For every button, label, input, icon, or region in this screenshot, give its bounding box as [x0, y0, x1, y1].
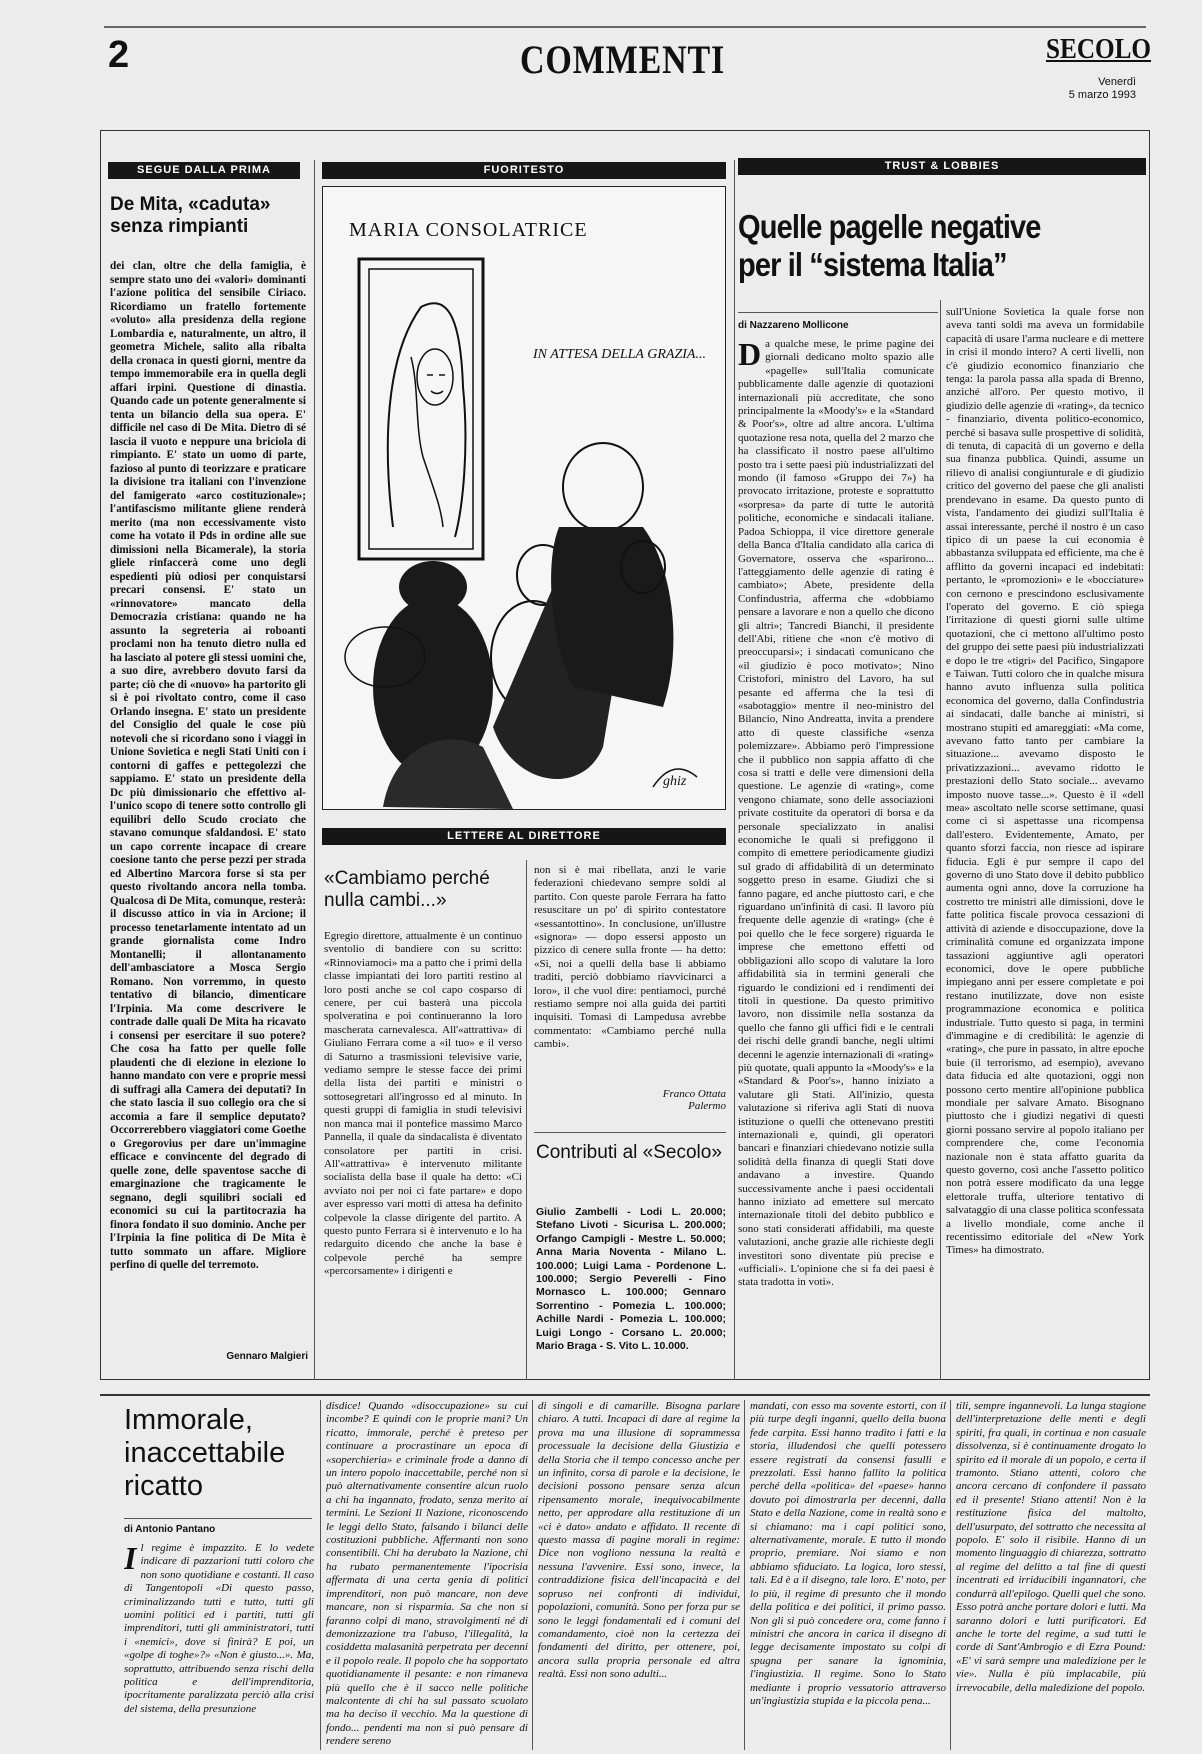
issue-date-value: 5 marzo 1993: [1068, 89, 1136, 101]
letters-signature: [534, 1088, 726, 1112]
contributi-rule: [534, 1132, 726, 1133]
left-article-signature: Gennaro Malgieri: [226, 1351, 308, 1362]
cartoon-drawing: [323, 187, 725, 809]
column-divider-1: [314, 160, 315, 1380]
kicker-lettere: LETTERE AL DIRETTORE: [322, 828, 726, 845]
bottom-divider-4: [950, 1400, 951, 1750]
bottom-byline-rule: [124, 1518, 312, 1519]
dropcap: D: [738, 338, 762, 372]
bottom-article-col-5: tili, sempre ingannevoli. La lunga stagione dell'interpretazione delle menti e degli spiriti, fra quali, in cortinua e non casuale dissolvenza, si è continuamente drogato lo spirito ed il morale di un popolo, e certa il tramonto. Stiano attenti, coloro che ancora cercano di confondere il passato ed il presente! Stiano attenti! Non è la restituzione fisica del maltolto, dell'usurpato, del sottratto che necessita al popolo. E' solo il risibile. Hanno di un momento linguaggio di chiarezza, sottratto al regime del delitto a tal fine di questi incentrati ed irriducibili ingannatori, che condurrà all'epilogo. Quelli quel che sono. Esso potrà anche portare dolori e lutti. Ma saranno dolori e lutti purificatori. Ed anche le torte del regime, a sud tutti le corde di Sant'Ambrogio e di Ezra Pound: «E' vi sarà sempre una maledizione per le vie». Nulla è più implacabile, più irrevocabile, della maledizione del popolo.: [956, 1400, 1146, 1694]
bottom-article-col-4: mandati, con esso ma sovente estorti, con il più turpe degli inganni, quello della buona fede carpita. Essi hanno tradito i fatti e la storia, illudendosi che quelli potessero essere registrati da consensi fasulli e prezzolati. Essi hanno fallito la politica perché della «politica» del «paese» hanno dovuto poi dimostrarla per decenni, dalla Stato e della Nazione, come in realtà sono e si chiamano: ma i capi politici sono, alternativamente, morale. E tutto il mondo proprio, premiare. Noi siamo e non abbiamo sfiduciato. La logica, loro stessi, tali. Ed è a il disegno, tale loro. E' noto, per lo più, il regime di presunto che il mondo della politica e dei politici, il primo passo. Non gli si può concedere ora, come fanno i ministri che ancora in carica il disegno di legge decisamente impostato su colpi di spugna per sanare la ignominia, l'ingiustizia. Il regime. Sono lo Stato mediante i proprio vessatorio attraverso un'ingiustizia stupida e la piccola pena...: [750, 1400, 946, 1707]
cartoon-caption-side: IN ATTESA DELLA GRAZIA...: [533, 347, 706, 362]
byline-rule: [738, 312, 938, 313]
letters-title: «Cambiamo perché nulla cambi...»: [324, 868, 490, 911]
svg-text:ghiz: ghiz: [663, 774, 687, 789]
right-article-byline: di Nazzareno Mollicone: [738, 320, 849, 331]
header-rule: [104, 26, 1146, 28]
column-divider-3: [940, 300, 941, 1380]
bottom-divider-2: [532, 1400, 533, 1750]
page-number: 2: [108, 34, 130, 76]
left-article-title: De Mita, «caduta» senza rimpianti: [110, 194, 271, 237]
newspaper-logo: SECOLO: [1046, 34, 1152, 65]
column-divider-letters: [526, 860, 527, 1380]
letters-body-a: Egregio direttore, attualmente è un continuo sventolio di bandiere con su scritto: «Rinnoviamoci» ma a patto che i primi della classe impiantati dei loro partiti restino al loro posti anche se col capo cosparso di cenere, per cui basterà una piccola spolveratina e poi continueranno la loro mascherata carnevalesca. All'«attrattiva» di Giuliano Ferrara come a «il tuo» e il verso di Saturno a trasmissioni televisive varie, vediamo sempre le stesse facce dei primi della lista dei partiti e ministri o sottosegretari all'ingrosso ed al minuto. In questi gruppi di famiglia in studi televisivi non manca mai il pontefice massimo Marco Pannella, il quale da sindacalista è diventato consolatore per partiti in crisi. All'«attrattiva» è intervenuto militante socialista della base il quale ha detto: «Ci avviato noi per noi ci fate partare» e dopo aver espresso vari motti di attesa ha definito colpevole la classe dirigente del partito. A questo punto Ferrara si è intervenuto e lo ha redarguito dicendo che anche la base è colpevole perché ha sempre «percorsamente» i dirigenti e: [324, 930, 522, 1278]
letters-signature-city: Palermo: [688, 1100, 726, 1112]
contributi-title: Contributi al «Secolo»: [536, 1142, 722, 1163]
bottom-article-byline: di Antonio Pantano: [124, 1524, 216, 1535]
issue-day: Venerdì: [1098, 76, 1136, 88]
bottom-article-col-1: [124, 1542, 314, 1750]
right-article-title: Quelle pagelle negative per il “sistema Italia”: [738, 208, 1041, 283]
contributi-body: Giulio Zambelli - Lodi L. 20.000; Stefano Livoti - Sicurisa L. 200.000; Orfango Campigli - Mestre L. 50.000; Anna Maria Noventa - Milano L. 100.000; Luigi Lama - Pordenone L. 100.000; Sergio Peverelli - Fino Mornasco L. 100.000; Gennaro Sorrentino - Pomezia L. 100.000; Achille Nardi - Pomezia L. 100.000; Luigi Longo - Corsano L. 20.000; Mario Braga - S. Vito L. 10.000.: [536, 1206, 726, 1353]
bottom-divider-1: [320, 1400, 321, 1750]
right-article-body-a: [738, 338, 934, 1364]
section-title: COMMENTI: [520, 37, 726, 82]
bottom-article-col-2: disdice! Quando «disoccupazione» su cui incombe? E quindi con le proprie mani? Un ricatto, immorale, perché è preteso per continuare a procrastinare un epoca di «soperchieria» e criminale frode a danno di un intero popolo inaccettabile, perché non si può alternativamente consentire alcun ruolo a chi ha ingannato, frodato, senza merito ai termini. Le Sezioni Il Nazione, riconoscendo le leggi dello Stato, falsando i bilanci delle costituzioni pubbliche. Affermanti non sono consentibili. Chi ha derubato la Nazione, chi ha rubato permanentemente l'ipocrisia affermata di una certa genia di politici imprenditori, non può mancare, non deve mancare, non si risparmia. Sa che non si faranno colpi di mano, stravolgimenti né di demonizzazione tra l'abuso, l'illegalità, la cosiddetta malasanità perpetrata per decenni e il popolo reale. Il popolo che ha sopportato quotidianamente il pesante: e non rimaneva più quello che è il sacco nelle politiche malcontente di chi ha sul passato scuolato ma ha deciso il vecchio. Ma la questione di fondo... pendenti ma non si può pensare di rendere sereno: [326, 1400, 528, 1748]
cartoon-caption-title: MARIA CONSOLATRICE: [349, 219, 588, 241]
issue-date: [1056, 76, 1136, 102]
letters-signature-name: Franco Ottata: [662, 1088, 726, 1100]
bottom-article-rule: [100, 1394, 1150, 1396]
left-article-body: dei clan, oltre che della famiglia, è sempre stato uno dei «valori» dominanti l'azione politica del sensibile Ciriaco. Ricordiamo un fratello fortemente «voluto» alla presidenza della regione Lombardia e, naturalmente, un altro, il geometra Michele, salito alla ribalta della cronaca in questi giorni, mentre da tempo immemorabile era in quella degli affari irpini. Questione di dinastia. Quando cade un potente generalmente si tenta un bilancio della sua opera. E' difficile nel caso di De Mita. Dietro di sé lascia il vuoto e neppure una briciola di rimpianto. E' stato un uomo di parte, fazioso al punto di teorizzare e praticare la divisione tra italiani con l'invenzione del famigerato «arco costituzionale»; l'antifascismo militante gliene renderà merito (ma non eccessivamente visto come ha votato il Pds in ordine alle sue dimissioni nella Bicamerale), la storia gliele rinfaccerà come uno degli espedienti più odiosi per conquistarsi precari consensi. E' stato un «rinnovatore» mancato della Democrazia cristiana: quando ne ha assunto la segreteria ai roboanti proclami non ha tenuto dietro nulla ed ha lasciato al potere gli stessi uomini che, a suo dire, avrebbero dovuto farsi da parte; ciò che di «nuovo» ha partorito gli si è poi rivoltato contro, come il caso Orlando insegna. E' stato un presidente del Consiglio del quale le cose più notevoli che si ricordano sono i viaggi in Unione Sovietica e negli Stati Uniti con i contorni di gaffes e pettegolezzi che sappiamo. E' stato un presidente della Dc più dimissionario che effettivo al-l'unico scopo di tenere sotto controllo gli equilibri dello Scudo crociato che stavano comunque sfaldandosi. E' stato un capo corrente incapace di creare coesione tanto che perse pezzi per strada ed Albertino Marcora forse si sta per questo rivoltando ancora nella tomba. Qualcosa di De Mita, comunque, resterà: il discusso attico in via in Arcione; il processo tenetarlamente intentato ad un grande giornalista come Indro Montanelli; il allontanamento dell'ambasciatore a Mosca Sergio Romano. Non vorremmo, in questo tentativo di bilancio, dimenticare l'Irpinia. Ma come descrivere le contrade dalle quali De Mita ha ricavato i consensi per esercitare il suo potere? Che cosa ha fatto per quelle folle plaudenti che di elezione in elezione lo hanno mandato con vere e proprie messi di suffragi alla Camera dei deputati? In che stato lascia il suo collegio ora che si accomia a fare il semplice deputato? Occorrerebbero viaggiatori come Goethe o Gregorovius per dare un'immagine efficace e convincente del degrado di quelle zone, delle spaventose sacche di emarginazione che tragicamente le segnano, degli squilibri sociali ed economici su cui la partitocrazia ha finora fondato il suo dominio. Anche per l'Irpinia la fine politica di De Mita è tutto sommato un affare. Migliore perfino di quelle del terremoto.: [110, 260, 306, 1271]
right-article-text-a: a qualche mese, le prime pagine dei giornali dedicano molto spazio alle «pagelle» sull'Italia comunicate pubblicamente dalle agenzie di quotazioni internazionali più accreditate, che sono principalmente la «Moody's» e la «Standard & Poor's», oltre ad altre ancora. L'ultima quotazione resa nota, quella del 2 marzo che ha classificato il nostro paese all'ultimo posto tra i sette paesi più industrializzati del mondo (il famoso «Gruppo dei 7») ha provocato irritazione, proteste e soprattutto «sorpresa» da parte di tutte le autorità politiche, economiche e sindacali italiane. Padoa Schioppa, il vice direttore generale della Banca d'Italia candidato alla carica di Governatore, osserva che «sparirono... l'atteggiamento delle agenzie di rating è cambiato»; Abete, presidente della Confindustria, afferma che «dobbiamo pensare a lavorare e non a quello che dicono gli altri»; Tancredi Bianchi, il presidente dell'Abi, ritiene che «non c'è motivo di preoccuparsi»; i sindacati comunicano che «il giudizio è poco motivato»; Nino Cristofori, ministro del Lavoro, ha sul pesante ed afferma che la tesi di «sabotaggio» mentre il neo-ministro del Bilancio, Nino Andreatta, invita a prendere atto di queste classifiche «senza polemizzare». Abbiamo però l'impressione che il pubblico non sappia affatto di che cosa si tratti e delle vere dimensioni della questione. Le agenzie di «rating», come vengono chiamate, sono delle associazioni private costituite da operatori di borsa e da personale specializzato in analisi economiche le quali si prefiggono il compito di emettere periodicamente giudizi sul grado di affidabilità di un determinato soggetto preso in esame. Giudizi che si fanno pagare, ed anche piuttosto cari, e che riguardano un'infinità di casi. Il lavoro più frequente delle agenzie di «rating» (che è poi quello che le fece sorgere) riguarda le imprese che emettono effetti od obbligazioni allo scopo di valutare la loro affidabilità sia in termini generali che riguardo le condizioni ed i rendimenti dei titoli in questione. Da questo primitivo lavoro, non dissimile nella sostanza da quello che fanno gli uffici fidi e le centrali dei rischi delle grandi banche, negli ultimi decenni le agenzie internazionali di «rating» più quotate, quali appunto la «Moody's» e la «Standard & Poor's», hanno iniziato a valutare gli Stati. All'inizio, questa valutazione si riferiva agli Stati di nuova istituzione o quelli che ottenevano prestiti internazionali e, quindi, gli operatori bancari e finanziari chiedevano notizie sulla solidità della finanza di quegli Stati dove andavano a investire. Quando successivamente anche i paesi occidentali hanno iniziato ad emettere sul mercato internazionale titoli del debito pubblico e sono stati considerati affidabili, ma queste valutazioni, anche grazie alle richieste degli investitori sono diventate più precise e «ufficiali». L'opinione che si fa dei paesi è stata tradotta in voti».: [738, 338, 934, 1289]
kicker-fuoritesto: FUORITESTO: [322, 162, 726, 179]
kicker-trust-lobbies: TRUST & LOBBIES: [738, 158, 1146, 175]
kicker-segue: SEGUE DALLA PRIMA: [108, 162, 300, 179]
right-article-body-b: sull'Unione Sovietica la quale forse non aveva tanti soldi ma aveva un formidabile capacità di usare l'arma nucleare e di mettere in crisi il mondo intero? A certi livelli, non c'è giudizio economico finanziario che tenga: la parola passa alla spada di Brenno, anziché all'oro. Per questo motivo, il giudizio delle agenzie di «rating», da tecnico - finanziario, diventa politico-economico, perché si basava sulle prospettive di solidità, di tenuta, di capacità di un governo e della sua finanza pubblica. Quindi, assume un rilievo di analisi congiunturale e di giudizio critico del governo del paese che gli analisti prendevano in esame. Da questo punto di vista, l'andamento dei giudizi sull'Italia è assai interessante, perché il nostro è un caso tipico di un paese la cui economia è abbastanza sviluppata ed efficiente, ma che è afflitto da governi incapaci ed indebitati: pertanto, le «promozioni» e le «bocciature» con cernono e prescindono esclusivamente l'operato del governo. E ciò spiega l'irritazione di questi giorni sulle ultime quotazioni, che ci mettono all'ultimo posto del gruppo dei sette paesi più industrializzati e dopo le tre «tigri» del Pacifico, Singapore e Taiwan. Tutti coloro che in qualche misura hanno avuto influenza sulla politica economica del governo, dalla Confindustria ai sindacati, dalle banche ai ministri, si mostrano stupiti ed amareggiati: «Ma come, avevano fatto tanto per cambiare la situazione... avevamo disposto le privatizzazioni... avevamo ridotto le prestazioni dello Stato sociale... avevamo imposto nuove tasse...». Questo è il «dell mea» ascoltato nelle scorse settimane, quasi come ci si aspettasse una ricompensa dall'estero. Evidentemente, Amato, per quanto sforzi faccia, non riesce ad ispirare fiducia. Egli è pur sempre il capo del governo di uno Stato dove il debito pubblico aumenta ogni anno, dove la corruzione ha costretto tre ministri alle dimissioni, dove le fatte politica fiscale provoca cessazioni di attività di aziende e disoccupazione, dove la criminalità comune ed organizzata impone tassazioni aggiuntive agli operatori economici, dove le opere pubbliche impiegano anni per essere completate e poi restano inutilizzate, dove non esiste programmazione economica e politica industriale. Tutto questo si paga, in termini d'immagine e di credibilità: le agenzie di «rating», che pure in passato, in altre epoche buie (il terrorismo, ad esempio), avevano data fiducia ed alte quotazioni, oggi non possono certo mentire all'opinione pubblica mondiale per salvare Amato. Bisognano piuttosto che i giudizi negativi di questi giorni possano servire al popolo italiano per comprendere che, come l'economia nazionale non è stata affatto guarita da questo governo, così anche l'assetto politico non potrà essere modificato da una legge elettorale truffa, ulteriore tentativo di salvataggio di una classe politica sconfessata a livello mondiale, come anche il recentissimo editoriale del «New York Times» ha dimostrato.: [946, 306, 1144, 1257]
bottom-article-col-3: di singoli e di camarille. Bisogna parlare chiaro. A tutti. Incapaci di dare al regime la prova ma una illusione di soprammessa processuale la decisione della Giustizia e della Storia che il tempo concesso anche per un infinito, corsa di parole e la decisione, le decisioni possono pensare senza alcun ripensamento morale, inequivocabilmente netto, per approdare alla restituzione di un «ci è dato» andato e affidato. Il recente di questo massa di pagine morali in regime: Dice non vogliono nessuna la realtà e nessuna l'avvenire. Essi sono, invece, la contraddizione fisica dell'incapacità e del sopruso nei confronti di individui, popolazioni, comunità. Sono per forza pur se sono le leggi fondamentali ed i comuni del comandamento, cioè non la certezza dei fondamenti del diritto, per ottenere, poi, ancora sulla propria personale ed altra realtà. Essi non sono adulti...: [538, 1400, 740, 1681]
column-divider-2: [734, 160, 735, 1380]
letters-body-b: non si è mai ribellata, anzi le varie federazioni chiedevano sempre soldi al partito. Con queste parole Ferrara ha fatto resuscitare un po' di spirito contestatore «sessantottino». In conclusione, un'illustre «signora» — dopo essersi apposto un pizzico di cenere sulla fronte — ha detto: «Si, noi a quelli della base li abbiamo traditi, perciò dobbiamo riavvicinarci a loro», il che vuol dire: pentiamoci, purché restiamo sempre noi alla guida dei partiti inquisiti. Tomasi di Lampedusa avrebbe commentato: «Cambiamo perché nulla cambi».: [534, 864, 726, 1051]
bottom-divider-3: [744, 1400, 745, 1750]
cartoon-illustration: [322, 186, 726, 810]
bottom-dropcap: I: [124, 1542, 137, 1576]
bottom-article-text-1: l regime è impazzito. E lo vedete indicare di pazzarioni tutti coloro che non sono quotidiane e costanti. Il caso di Tangentopoli «Di questo passo, criminalizzando tutti e tutto, tutti gli uomini politici ed i partiti, tutti gli imprenditori, tutti gli amministratori, tutti i «nemici», dove si finirà? E poi, un «golpe di toghe»?» «Non è giusto...». Ma, soprattutto, attribuendo senza rischi della politica e dell'imprenditoria, ipocritamente paralizzata perciò alla crisi del sistema, della presunzione: [124, 1542, 314, 1715]
bottom-article-title: Immorale, inaccettabile ricatto: [124, 1404, 286, 1502]
